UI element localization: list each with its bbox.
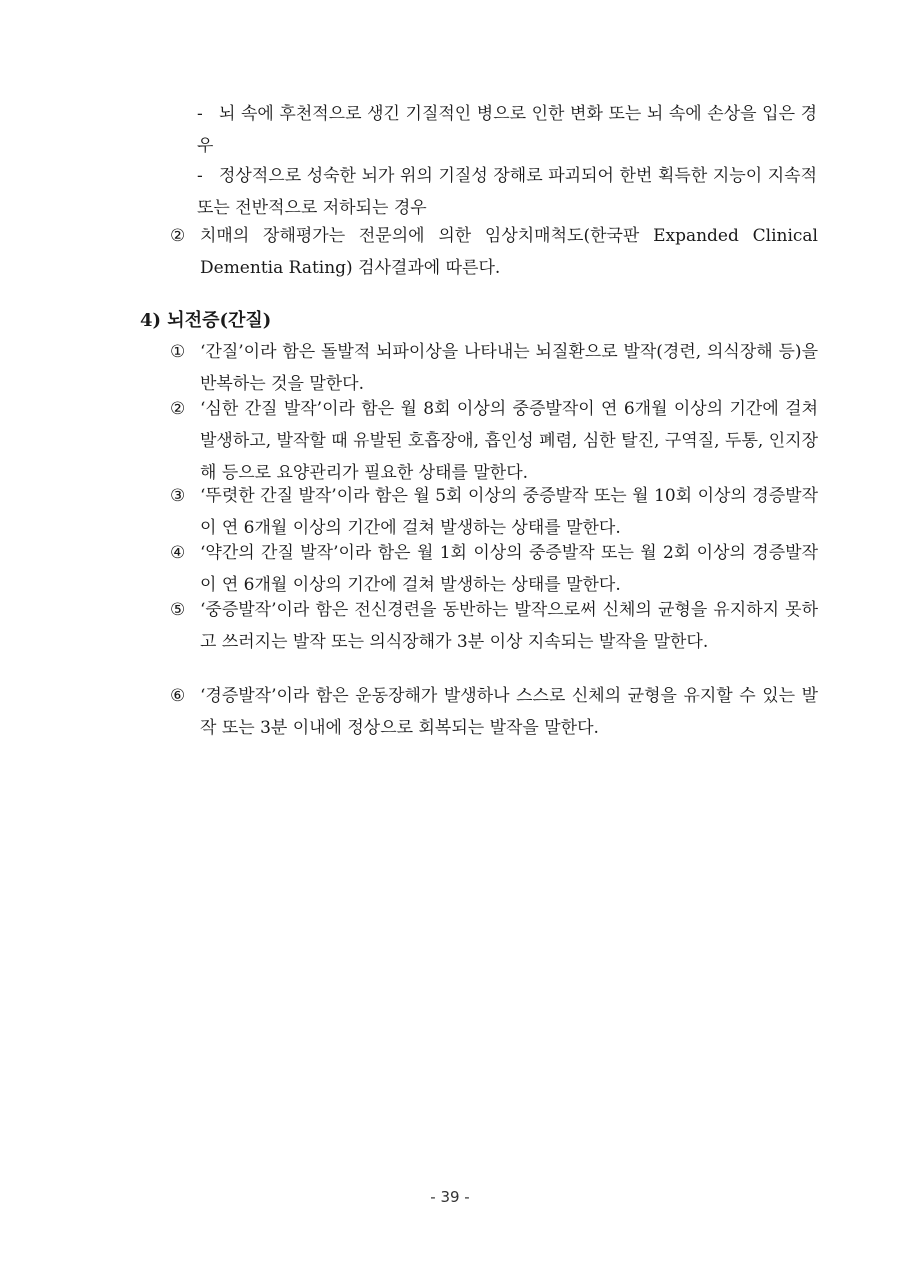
item-number: ② bbox=[170, 399, 186, 419]
dementia-evaluation-item bbox=[170, 220, 818, 284]
item-text: 치매의 장해평가는 전문의에 의한 임상치매척도(한국판 Expanded Clinical Dementia Rating) 검사결과에 따른다. bbox=[200, 226, 818, 278]
dash-item-organic-change bbox=[197, 98, 817, 162]
dash-mark: - bbox=[197, 104, 203, 124]
item-text: ‘경증발작’이라 함은 운동장해가 발생하나 스스로 신체의 균형을 유지할 수 있는 발작 또는 3분 이내에 정상으로 회복되는 발작을 말한다. bbox=[200, 686, 818, 738]
epilepsy-item-6 bbox=[170, 680, 818, 744]
item-text: ‘간질’이라 함은 돌발적 뇌파이상을 나타내는 뇌질환으로 발작(경련, 의식장해 등)을 반복하는 것을 말한다. bbox=[200, 342, 818, 394]
epilepsy-item-5 bbox=[170, 594, 818, 658]
item-number: ④ bbox=[170, 543, 186, 563]
epilepsy-item-4 bbox=[170, 537, 818, 601]
dash-item-text: 뇌 속에 후천적으로 생긴 기질적인 병으로 인한 변화 또는 뇌 속에 손상을 입은 경우 bbox=[197, 104, 817, 156]
epilepsy-item-2 bbox=[170, 393, 818, 489]
item-number: ③ bbox=[170, 486, 186, 506]
dash-mark: - bbox=[197, 166, 203, 186]
epilepsy-item-1 bbox=[170, 336, 818, 400]
item-number: ⑥ bbox=[170, 686, 186, 706]
section-heading: 4) 뇌전증(간질) bbox=[140, 310, 272, 331]
item-number: ⑤ bbox=[170, 600, 186, 620]
dash-item-intellect-decline bbox=[197, 160, 817, 224]
item-number: ② bbox=[170, 226, 186, 246]
item-text: ‘약간의 간질 발작’이라 함은 월 1회 이상의 중증발작 또는 월 2회 이상의 경증발작이 연 6개월 이상의 기간에 걸쳐 발생하는 상태를 말한다. bbox=[200, 543, 818, 595]
item-text: ‘중증발작’이라 함은 전신경련을 동반하는 발작으로써 신체의 균형을 유지하지 못하고 쓰러지는 발작 또는 의식장해가 3분 이상 지속되는 발작을 말한다. bbox=[200, 600, 818, 652]
item-number: ① bbox=[170, 342, 186, 362]
item-text: ‘뚜렷한 간질 발작’이라 함은 월 5회 이상의 중증발작 또는 월 10회 이상의 경증발작이 연 6개월 이상의 기간에 걸쳐 발생하는 상태를 말한다. bbox=[200, 486, 818, 538]
page-number: - 39 - bbox=[430, 1188, 470, 1206]
epilepsy-item-3 bbox=[170, 480, 818, 544]
item-text: ‘심한 간질 발작’이라 함은 월 8회 이상의 중증발작이 연 6개월 이상의 기간에 걸쳐 발생하고, 발작할 때 유발된 호흡장애, 흡인성 폐렴, 심한 탈진, 구역질, 두통, 인지장해 등으로 요양관리가 필요한 상태를 말한다. bbox=[200, 399, 818, 483]
dash-item-text: 정상적으로 성숙한 뇌가 위의 기질성 장해로 파괴되어 한번 획득한 지능이 지속적 또는 전반적으로 저하되는 경우 bbox=[197, 166, 817, 218]
